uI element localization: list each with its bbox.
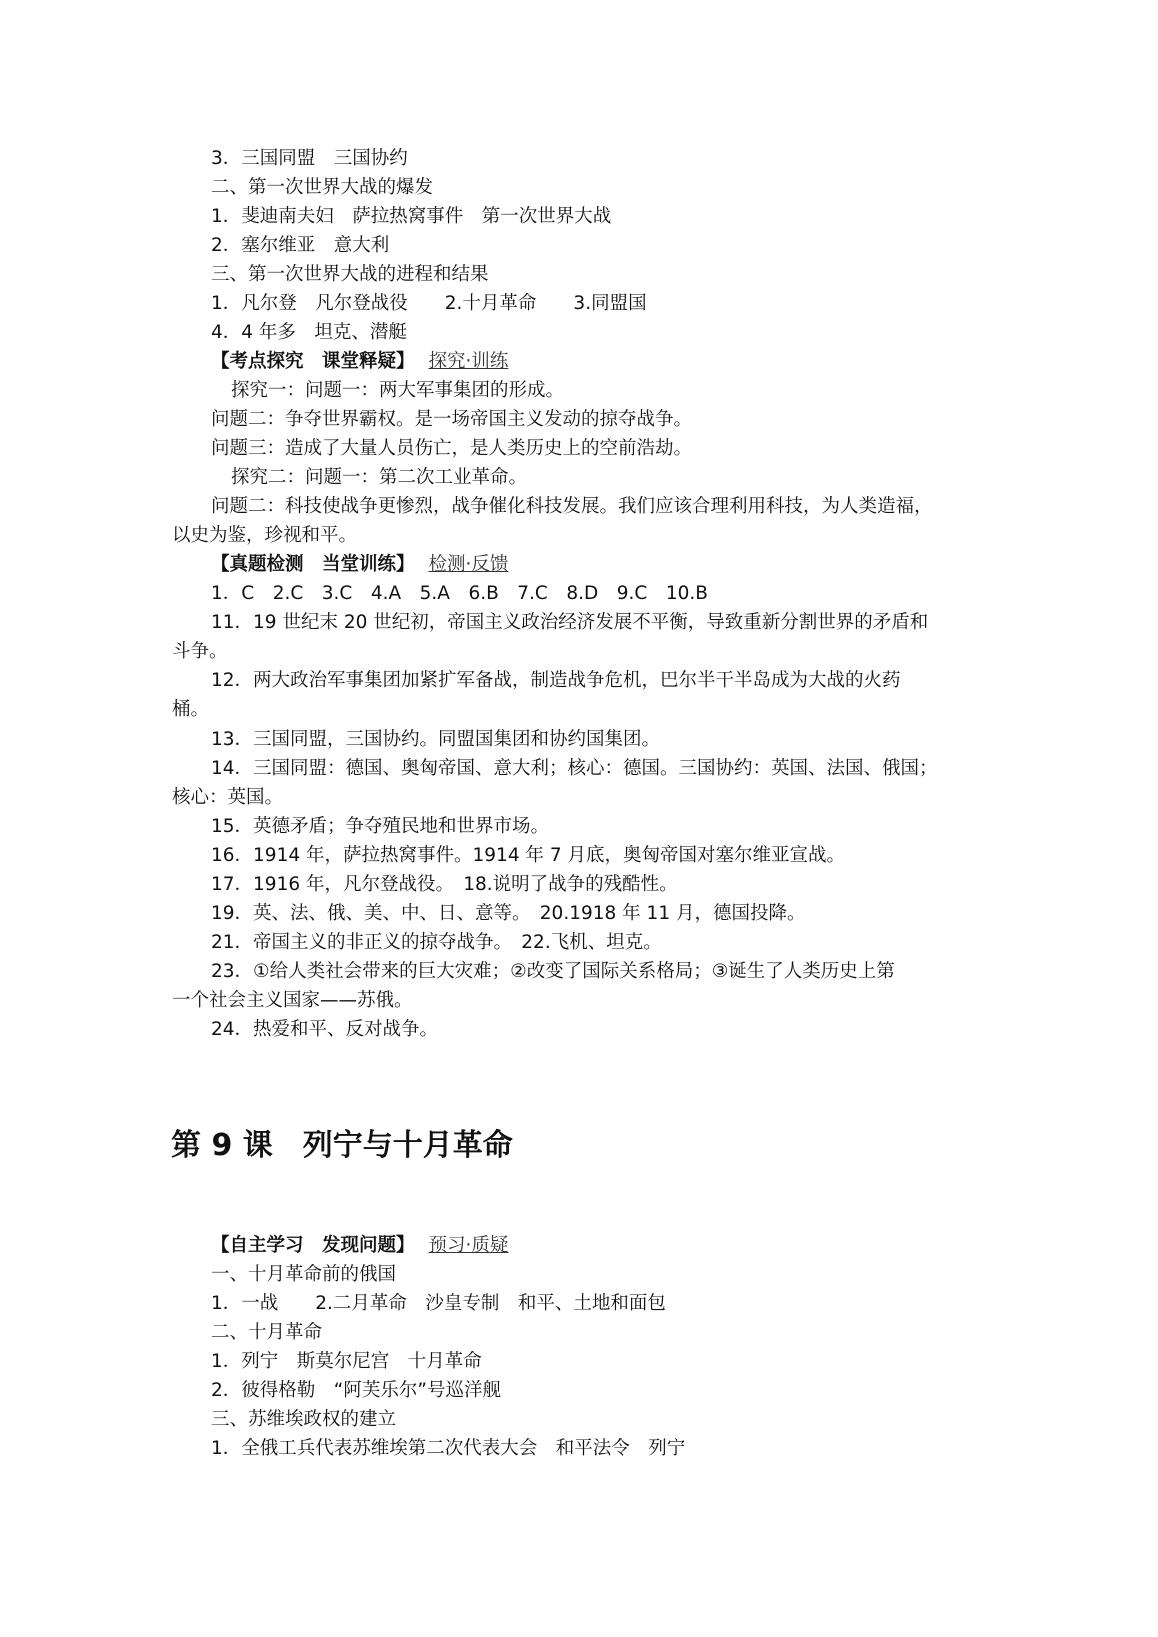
section-title: 【考点探究 课堂释疑】 xyxy=(211,351,415,372)
answer-line: 斗争。 xyxy=(172,641,228,662)
section-tag: 检测·反馈 xyxy=(428,554,509,575)
text-line: 探究一：问题一：两大军事集团的形成。 xyxy=(231,380,565,401)
answer-line: 16．1914 年，萨拉热窝事件。1914 年 7 月底，奥匈帝国对塞尔维亚宣战。 xyxy=(211,845,845,866)
answer-line: 1．C 2.C 3.C 4.A 5.A 6.B 7.C 8.D 9.C 10.B xyxy=(211,583,708,604)
subheading: 二、十月革命 xyxy=(211,1322,323,1343)
text-line: 1．凡尔登 凡尔登战役 2.十月革命 3.同盟国 xyxy=(211,293,647,314)
answer-line: 19．英、法、俄、美、中、日、意等。 20.1918 年 11 月，德国投降。 xyxy=(211,903,806,924)
subheading: 三、第一次世界大战的进程和结果 xyxy=(211,264,489,285)
answer-line: 核心：英国。 xyxy=(172,787,284,808)
section-header-zizhu xyxy=(211,1231,1158,1261)
text-line: 问题二：科技使战争更惨烈，战争催化科技发展。我们应该合理利用科技，为人类造福， xyxy=(211,496,933,517)
answer-line: 14．三国同盟：德国、奥匈帝国、意大利；核心：德国。三国协约：英国、法国、俄国； xyxy=(211,758,938,779)
text-line: 以史为鉴，珍视和平。 xyxy=(172,525,358,546)
text-line: 1．全俄工兵代表苏维埃第二次代表大会 和平法令 列宁 xyxy=(211,1438,686,1459)
section-tag: 探究·训练 xyxy=(428,351,509,372)
text-line: 1．列宁 斯莫尔尼宫 十月革命 xyxy=(211,1351,482,1372)
text-line: 2．塞尔维亚 意大利 xyxy=(211,235,390,256)
subheading: 二、第一次世界大战的爆发 xyxy=(211,177,434,198)
answer-line: 23．①给人类社会带来的巨大灾难；②改变了国际关系格局；③诞生了人类历史上第 xyxy=(211,961,895,982)
answer-line: 一个社会主义国家——苏俄。 xyxy=(172,990,413,1011)
answer-line: 桶。 xyxy=(172,699,210,720)
text-line: 3．三国同盟 三国协约 xyxy=(211,148,408,169)
text-line: 4．4 年多 坦克、潜艇 xyxy=(211,322,407,343)
text-line: 1．斐迪南夫妇 萨拉热窝事件 第一次世界大战 xyxy=(211,206,612,227)
lesson-title: 第 9 课 列宁与十月革命 xyxy=(171,1128,513,1163)
text-line: 问题三：造成了大量人员伤亡，是人类历史上的空前浩劫。 xyxy=(211,438,693,459)
text-line: 探究二：问题一：第二次工业革命。 xyxy=(231,467,528,488)
answer-line: 24．热爱和平、反对战争。 xyxy=(211,1019,439,1040)
text-line: 2．彼得格勒 “阿芙乐尔”号巡洋舰 xyxy=(211,1380,501,1401)
answer-line: 15．英德矛盾；争夺殖民地和世界市场。 xyxy=(211,816,550,837)
answer-line: 11．19 世纪末 20 世纪初，帝国主义政治经济发展不平衡，导致重新分割世界的矛盾和 xyxy=(211,612,929,633)
answer-line: 17．1916 年，凡尔登战役。 18.说明了战争的残酷性。 xyxy=(211,874,678,895)
subheading: 一、十月革命前的俄国 xyxy=(211,1264,397,1285)
subheading: 三、苏维埃政权的建立 xyxy=(211,1409,397,1430)
section-title: 【自主学习 发现问题】 xyxy=(211,1235,415,1256)
answer-line: 12．两大政治军事集团加紧扩军备战，制造战争危机，巴尔半干半岛成为大战的火药 xyxy=(211,670,901,691)
text-line: 问题二：争夺世界霸权。是一场帝国主义发动的掠夺战争。 xyxy=(211,409,693,430)
answer-line: 21．帝国主义的非正义的掠夺战争。 22.飞机、坦克。 xyxy=(211,932,662,953)
section-header-zhenti xyxy=(211,550,1158,580)
answer-line: 13．三国同盟，三国协约。同盟国集团和协约国集团。 xyxy=(211,729,661,750)
section-title: 【真题检测 当堂训练】 xyxy=(211,554,415,575)
text-line: 1．一战 2.二月革命 沙皇专制 和平、土地和面包 xyxy=(211,1293,666,1314)
section-tag: 预习·质疑 xyxy=(428,1235,509,1256)
section-header-kaodian xyxy=(211,347,1158,377)
